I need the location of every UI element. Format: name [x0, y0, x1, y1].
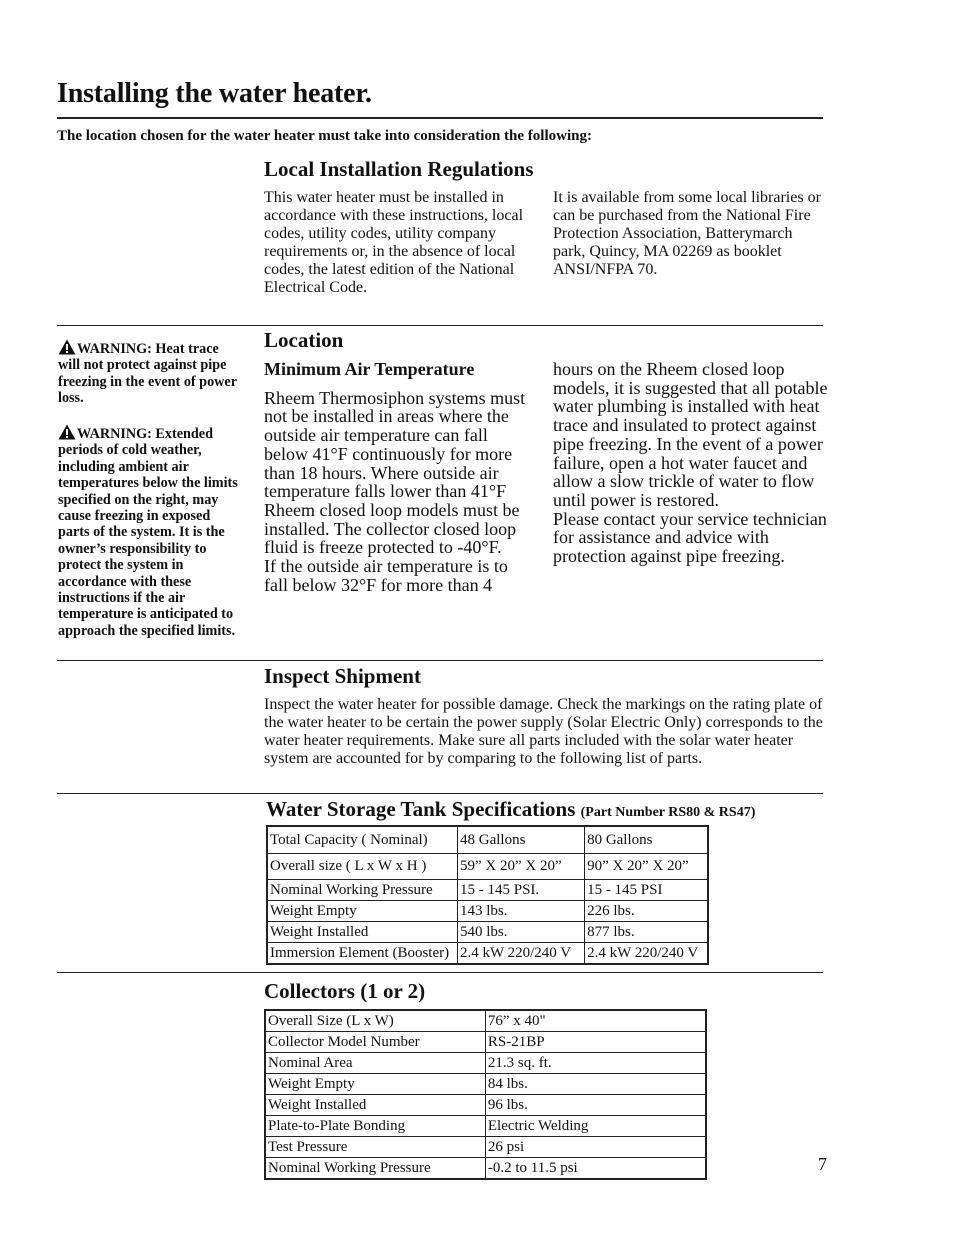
table-cell: 90” X 20” X 20” — [585, 853, 708, 879]
tank-specs-title: Water Storage Tank Specifications — [266, 797, 576, 821]
title-rule — [57, 117, 823, 119]
inspect-shipment-heading: Inspect Shipment — [264, 664, 421, 688]
warning-triangle-icon — [58, 424, 76, 440]
table-cell: 48 Gallons — [458, 826, 585, 853]
table-cell: 226 lbs. — [585, 900, 708, 921]
warning-triangle-icon — [58, 339, 76, 355]
table-cell: Total Capacity ( Nominal) — [267, 826, 458, 853]
table-row — [265, 1116, 706, 1137]
inspect-shipment-text — [264, 696, 824, 768]
table-cell: 76” x 40" — [485, 1010, 706, 1032]
table-cell: Weight Empty — [265, 1074, 485, 1095]
table-cell: 84 lbs. — [485, 1074, 706, 1095]
table-cell: Plate-to-Plate Bonding — [265, 1116, 485, 1137]
local-regulations-left-text — [264, 189, 532, 297]
table-cell: 59” X 20” X 20” — [458, 853, 585, 879]
location-left-column — [264, 360, 536, 594]
table-cell: Nominal Working Pressure — [265, 1158, 485, 1180]
warning-cold-weather-text: WARNING: Extended periods of cold weather, including ambient air temperatures below the limits specified on the right, may cause freezing in exposed parts of the system. It is the owner’s responsibility to protect the system in accordance with these instructions if the air temperature is anticipated to approach the specified limits. — [58, 426, 238, 639]
table-cell: Weight Empty — [267, 900, 458, 921]
table-cell: Overall size ( L x W x H ) — [267, 853, 458, 879]
table-cell: 80 Gallons — [585, 826, 708, 853]
intro-text: The location chosen for the water heater must take into consideration the following: — [57, 128, 592, 144]
table-cell: Test Pressure — [265, 1137, 485, 1158]
location-right-paragraph-2: Please contact your service technician for assistance and advice with protection against pipe freezing. — [553, 508, 827, 567]
table-cell: 540 lbs. — [458, 921, 585, 942]
page-title: Installing the water heater. — [57, 78, 372, 109]
table-row — [267, 921, 708, 942]
minimum-air-temperature-subheading: Minimum Air Temperature — [264, 359, 475, 379]
table-cell: -0.2 to 11.5 psi — [485, 1158, 706, 1180]
collectors-table — [264, 1009, 707, 1180]
table-row — [267, 900, 708, 921]
table-row — [265, 1137, 706, 1158]
collectors-heading: Collectors (1 or 2) — [264, 979, 426, 1003]
table-row — [267, 853, 708, 879]
table-cell: Nominal Working Pressure — [267, 879, 458, 900]
location-right-paragraph-1: hours on the Rheem closed loop models, it is suggested that all potable water plumbing is installed with heat trace and insulated to protect against pipe freezing. In the event of a power failure, open a hot water faucet and allow a slow trickle of water to flow until power is restored. — [553, 359, 828, 510]
table-cell: Nominal Area — [265, 1053, 485, 1074]
table-row — [265, 1032, 706, 1053]
table-row — [265, 1010, 706, 1032]
table-cell: 21.3 sq. ft. — [485, 1053, 706, 1074]
warning-cold-weather — [58, 424, 243, 639]
location-right-column — [553, 360, 828, 566]
tank-specs-part-note: (Part Number RS80 & RS47) — [580, 805, 756, 820]
page-number: 7 — [818, 1154, 827, 1174]
location-left-paragraph-2: If the outside air temperature is to fall below 32°F for more than 4 — [264, 556, 508, 595]
table-cell: Weight Installed — [267, 921, 458, 942]
table-cell: 96 lbs. — [485, 1095, 706, 1116]
location-left-paragraph-1: Rheem Thermosiphon systems must not be installed in areas where the outside air temperature can fall below 41°F continuously for more than 18 hours. Where outside air temperature falls lower than 41°F Rheem closed loop models must be installed. The collector closed loop fluid is freeze protected to -40°F. — [264, 387, 526, 558]
local-regulations-right-text — [553, 189, 823, 279]
local-regulations-heading: Local Installation Regulations — [264, 157, 534, 181]
location-heading: Location — [264, 328, 344, 352]
table-cell: 2.4 kW 220/240 V — [585, 942, 708, 964]
table-row — [267, 942, 708, 964]
section-divider — [57, 660, 823, 661]
local-regulations-right-paragraph: It is available from some local libraries or can be purchased from the National Fire Protection Association, Batterymarch park, Quincy, MA 02269 as booklet ANSI/NFPA 70. — [553, 189, 821, 278]
table-cell: 15 - 145 PSI — [585, 879, 708, 900]
table-row — [265, 1095, 706, 1116]
table-cell: Collector Model Number — [265, 1032, 485, 1053]
warning-heat-trace — [58, 339, 243, 407]
table-cell: 15 - 145 PSI. — [458, 879, 585, 900]
table-cell: 877 lbs. — [585, 921, 708, 942]
warning-heat-trace-text: WARNING: Heat trace will not protect against pipe freezing in the event of power loss. — [58, 341, 237, 407]
tank-specs-heading — [266, 797, 755, 822]
section-divider — [57, 325, 823, 326]
tank-specs-table — [266, 825, 709, 965]
section-divider — [57, 793, 823, 794]
table-row — [265, 1053, 706, 1074]
inspect-shipment-paragraph: Inspect the water heater for possible damage. Check the markings on the rating plate of the water heater to be certain the power supply (Solar Electric Only) corresponds to the water heater requirements. Make sure all parts included with the solar water heater system are accounted for by comparing to the following list of parts. — [264, 696, 823, 767]
table-cell: 2.4 kW 220/240 V — [458, 942, 585, 964]
table-cell: Overall Size (L x W) — [265, 1010, 485, 1032]
table-row — [267, 826, 708, 853]
table-row — [267, 879, 708, 900]
table-row — [265, 1158, 706, 1180]
table-cell: 26 psi — [485, 1137, 706, 1158]
table-row — [265, 1074, 706, 1095]
table-cell: Weight Installed — [265, 1095, 485, 1116]
table-cell: RS-21BP — [485, 1032, 706, 1053]
section-divider — [57, 972, 823, 973]
table-cell: Immersion Element (Booster) — [267, 942, 458, 964]
table-cell: Electric Welding — [485, 1116, 706, 1137]
table-cell: 143 lbs. — [458, 900, 585, 921]
local-regulations-left-paragraph: This water heater must be installed in accordance with these instructions, local codes, utility codes, utility company requirements or, in the absence of local codes, the latest edition of the National Electrical Code. — [264, 189, 524, 296]
